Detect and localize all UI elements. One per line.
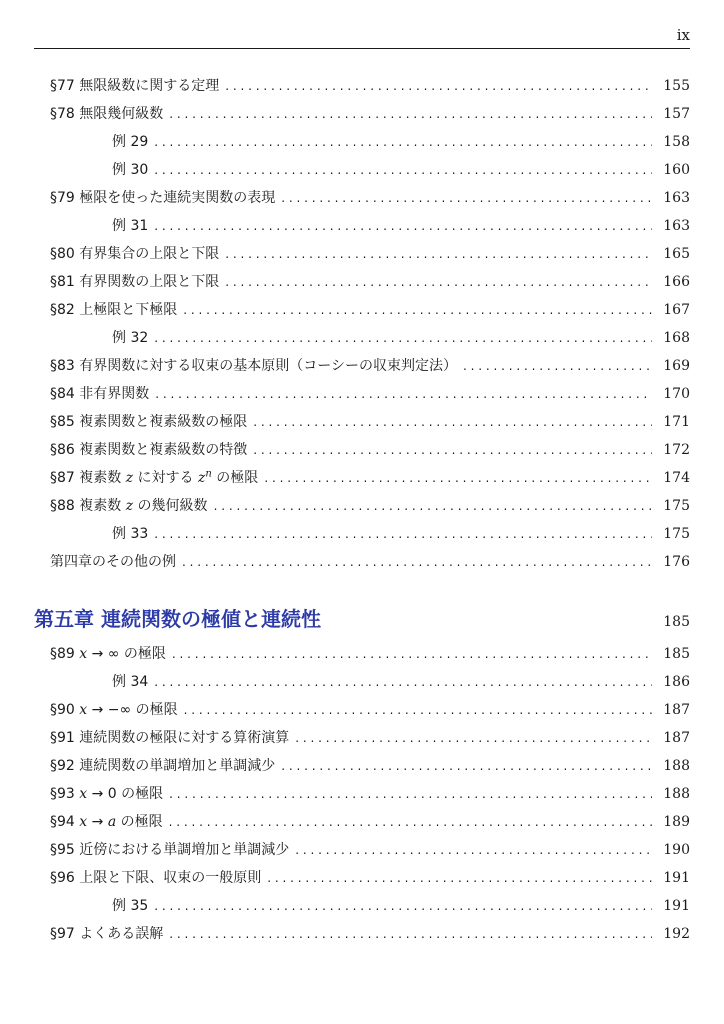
dot-leader — [154, 527, 652, 541]
math-var: z — [125, 470, 134, 486]
toc-entry-label: 例 33 — [112, 526, 149, 542]
toc-entry-page: 176 — [663, 554, 690, 570]
dot-leader — [172, 647, 652, 661]
dot-leader — [154, 135, 652, 149]
page-header — [34, 26, 690, 49]
dot-leader — [281, 759, 652, 773]
toc-entry[interactable] — [50, 75, 690, 95]
dot-leader — [264, 471, 652, 485]
toc-entry-label: 例 31 — [112, 218, 149, 234]
toc-subentry[interactable] — [112, 895, 690, 915]
dot-leader — [295, 843, 652, 857]
toc-entry[interactable] — [50, 839, 690, 859]
toc-entry-label — [50, 811, 163, 831]
toc-entry-page: 171 — [663, 414, 690, 430]
toc-subentry[interactable] — [112, 671, 690, 691]
toc-entry-label: 例 30 — [112, 162, 149, 178]
toc-entry-page: 185 — [663, 646, 690, 662]
toc-entry-page: 174 — [663, 470, 690, 486]
dot-leader — [155, 387, 652, 401]
dot-leader — [214, 499, 652, 513]
dot-leader — [182, 555, 652, 569]
toc-entry[interactable] — [50, 467, 690, 487]
toc-entry[interactable] — [50, 783, 690, 803]
toc-subentry[interactable] — [112, 523, 690, 543]
toc-entry-page: 190 — [663, 842, 690, 858]
toc-subentry[interactable] — [112, 327, 690, 347]
label-text: の極限 — [116, 814, 163, 830]
dot-leader — [253, 443, 652, 457]
toc-entry[interactable] — [50, 271, 690, 291]
toc-entry-label: 例 35 — [112, 898, 149, 914]
toc-entry-label — [50, 467, 258, 487]
dot-leader — [169, 815, 652, 829]
dot-leader — [154, 219, 652, 233]
toc-entry-label: §95 近傍における単調増加と単調減少 — [50, 842, 290, 858]
dot-leader — [267, 871, 652, 885]
toc-entry[interactable] — [50, 355, 690, 375]
label-text: に対する — [133, 470, 199, 486]
label-text: → — [87, 814, 108, 830]
toc-subentry[interactable] — [112, 159, 690, 179]
label-text: §93 — [50, 786, 80, 802]
label-text: の極限 — [211, 470, 259, 486]
toc-entry[interactable] — [50, 551, 690, 571]
label-text: §89 — [50, 646, 80, 662]
label-text: §88 複素数 — [50, 498, 126, 514]
label-text: の幾何級数 — [133, 498, 208, 514]
toc-entry[interactable] — [50, 727, 690, 747]
toc-entry-label: §86 複素関数と複素級数の特徴 — [50, 442, 248, 458]
math-var: z — [198, 470, 206, 486]
toc-entry[interactable] — [50, 383, 690, 403]
toc-entry-label — [50, 495, 208, 515]
toc-entry-label: §83 有界関数に対する収束の基本原則（コーシーの収束判定法） — [50, 358, 457, 374]
toc-entry-label: §77 無限級数に関する定理 — [50, 78, 220, 94]
label-text: → 0 の極限 — [87, 786, 164, 802]
toc-entry-page: 191 — [663, 898, 690, 914]
label-text: → −∞ の極限 — [87, 702, 178, 718]
toc-entry-label: 例 29 — [112, 134, 149, 150]
toc-entry-page: 187 — [663, 730, 690, 746]
toc-entry[interactable] — [50, 187, 690, 207]
toc-entry-label: 例 34 — [112, 674, 149, 690]
toc-entry-label: 例 32 — [112, 330, 149, 346]
toc-entry-label: §96 上限と下限、収束の一般原則 — [50, 870, 262, 886]
toc-entry-label: §82 上極限と下極限 — [50, 302, 178, 318]
dot-leader — [184, 703, 652, 717]
label-text: §90 — [50, 702, 80, 718]
toc-entry-label: §84 非有界関数 — [50, 386, 150, 402]
toc-entry-page: 172 — [663, 442, 690, 458]
dot-leader — [169, 927, 652, 941]
toc-entry-label: §78 無限幾何級数 — [50, 106, 164, 122]
toc-entry[interactable] — [50, 699, 690, 719]
toc-entry[interactable] — [50, 103, 690, 123]
math-exponent: n — [205, 468, 212, 480]
toc-entry-label: §79 極限を使った連続実関数の表現 — [50, 190, 276, 206]
toc-entry[interactable] — [50, 923, 690, 943]
dot-leader — [281, 191, 652, 205]
toc-entry-page: 165 — [663, 246, 690, 262]
toc-entry-label: §91 連続関数の極限に対する算術演算 — [50, 730, 290, 746]
math-var: a — [107, 814, 117, 830]
dot-leader — [295, 731, 652, 745]
toc-subentry[interactable] — [112, 131, 690, 151]
dot-leader — [225, 275, 652, 289]
math-var: x — [79, 702, 88, 718]
toc-entry-page: 188 — [663, 786, 690, 802]
toc-entry-page: 169 — [663, 358, 690, 374]
toc-entry[interactable] — [50, 811, 690, 831]
toc-entry-label: §85 複素関数と複素級数の極限 — [50, 414, 248, 430]
label-text: §94 — [50, 814, 80, 830]
dot-leader — [154, 675, 652, 689]
toc-entry-label: 第四章のその他の例 — [50, 554, 176, 570]
math-var: x — [79, 814, 88, 830]
page-number: ix — [676, 26, 690, 44]
toc-entry[interactable] — [50, 867, 690, 887]
dot-leader — [154, 331, 652, 345]
toc-entry-page: 163 — [663, 190, 690, 206]
toc-entry-page: 187 — [663, 702, 690, 718]
toc-entry-page: 189 — [663, 814, 690, 830]
chapter-title: 第五章 連続関数の極値と連続性 — [34, 607, 321, 631]
toc-entry-page: 175 — [663, 526, 690, 542]
dot-leader — [463, 359, 652, 373]
toc-entry[interactable] — [50, 755, 690, 775]
toc-entry-label — [50, 783, 163, 803]
toc-entry-page: 170 — [663, 386, 690, 402]
toc-entry-label: §92 連続関数の単調増加と単調減少 — [50, 758, 276, 774]
toc-entry-label: §81 有界関数の上限と下限 — [50, 274, 220, 290]
dot-leader — [154, 899, 652, 913]
toc-entry-page: 158 — [663, 134, 690, 150]
toc-entry-label: §80 有界集合の上限と下限 — [50, 246, 220, 262]
math-var: x — [79, 786, 88, 802]
toc-entry[interactable] — [50, 299, 690, 319]
toc-entry-page: 155 — [663, 78, 690, 94]
toc-entry-page: 166 — [663, 274, 690, 290]
toc-entry-page: 160 — [663, 162, 690, 178]
toc-entry-page: 168 — [663, 330, 690, 346]
toc-entry[interactable] — [50, 411, 690, 431]
toc-entry-label — [50, 643, 166, 663]
toc-entry-page: 175 — [663, 498, 690, 514]
toc-entry-page: 188 — [663, 758, 690, 774]
dot-leader — [183, 303, 652, 317]
label-text: → ∞ の極限 — [87, 646, 166, 662]
math-var: z — [125, 498, 134, 514]
dot-leader — [253, 415, 652, 429]
toc-entry-label: §97 よくある誤解 — [50, 926, 164, 942]
toc-entry-page: 157 — [663, 106, 690, 122]
chapter-page: 185 — [663, 614, 690, 630]
math-var: x — [79, 646, 88, 662]
toc-entry-page: 186 — [663, 674, 690, 690]
toc-entry-page: 167 — [663, 302, 690, 318]
toc-entry[interactable] — [50, 439, 690, 459]
toc-entry-page: 192 — [663, 926, 690, 942]
dot-leader — [154, 163, 652, 177]
toc-entry[interactable] — [50, 243, 690, 263]
toc-entry-page: 191 — [663, 870, 690, 886]
dot-leader — [225, 79, 652, 93]
dot-leader — [169, 787, 652, 801]
toc-entry[interactable] — [50, 643, 690, 663]
toc-subentry[interactable] — [112, 215, 690, 235]
label-text: §87 複素数 — [50, 470, 126, 486]
chapter-heading[interactable] — [34, 603, 690, 633]
dot-leader — [225, 247, 652, 261]
toc-entry-label — [50, 699, 178, 719]
toc-entry[interactable] — [50, 495, 690, 515]
toc-entry-page: 163 — [663, 218, 690, 234]
dot-leader — [169, 107, 652, 121]
